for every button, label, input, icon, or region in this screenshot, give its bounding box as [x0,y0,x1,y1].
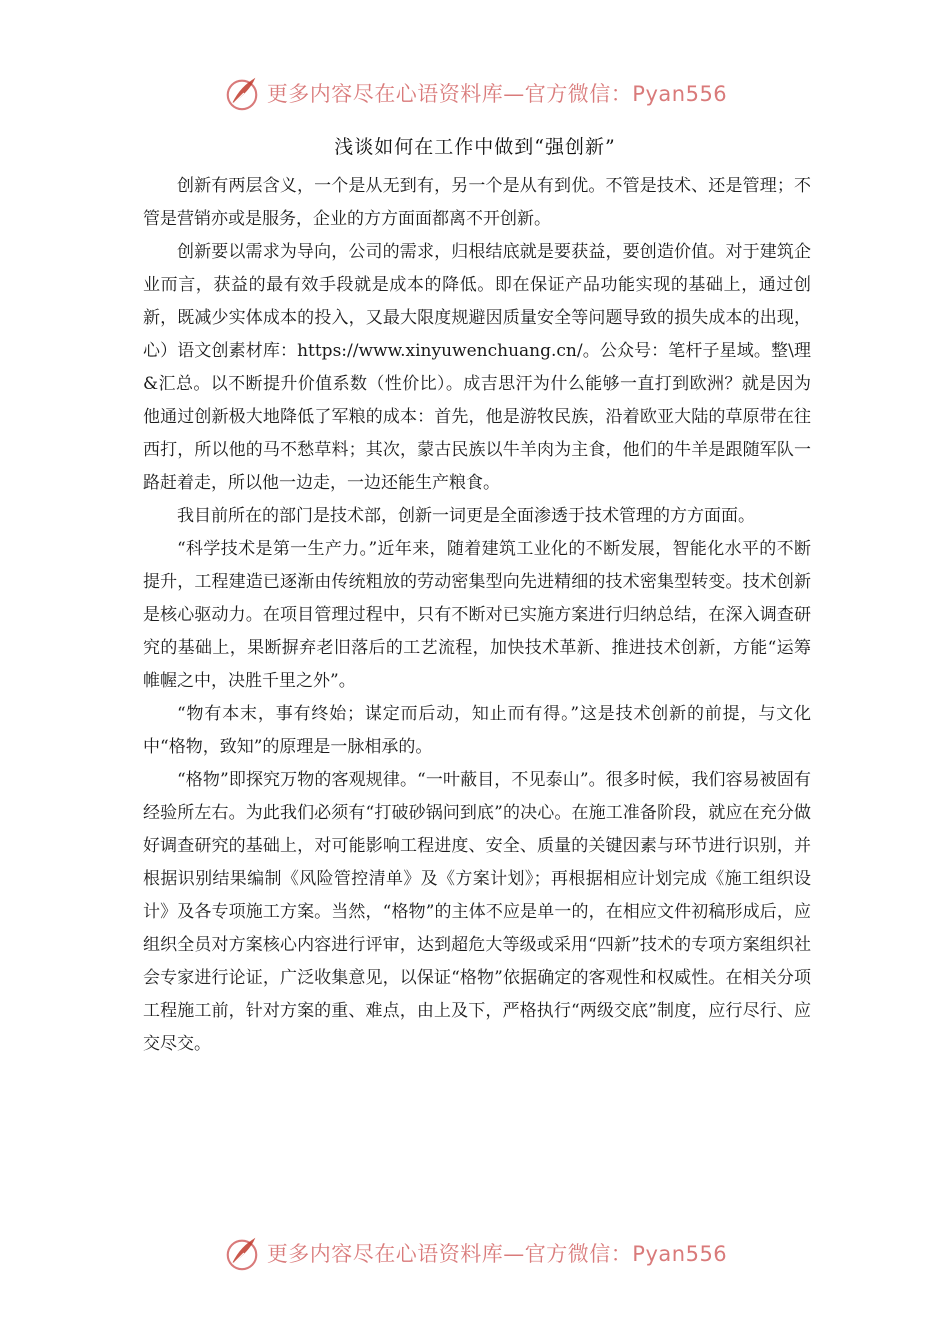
quill-pen-icon [223,74,261,112]
quill-pen-icon [223,1234,261,1272]
paragraph: 创新要以需求为导向，公司的需求，归根结底就是要获益，要创造价值。对于建筑企业而言，获益的最有效手段就是成本的降低。即在保证产品功能实现的基础上，通过创新，既减少实体成本的投入，又最大限度规避因质量安全等问题导致的损失成本的出现，心）语文创素材库：https://www.xinyuwenchuang.cn/。公众号：笔杆子星域。整\理&汇总。以不断提升价值系数（性价比）。成吉思汗为什么能够一直打到欧洲？就是因为他通过创新极大地降低了军粮的成本：首先，他是游牧民族，沿着欧亚大陆的草原带在往西打，所以他的马不愁草料；其次，蒙古民族以牛羊肉为主食，他们的牛羊是跟随军队一路赶着走，所以他一边走，一边还能生产粮食。 [143,242,811,493]
paragraph: 我目前所在的部门是技术部，创新一词更是全面渗透于技术管理的方方面面。 [177,506,755,526]
banner-text: 更多内容尽在心语资料库—官方微信：Pyan556 [266,82,728,106]
banner-text: 更多内容尽在心语资料库—官方微信：Pyan556 [266,1242,728,1266]
document-title: 浅谈如何在工作中做到“强创新” [334,136,616,158]
footer-watermark-banner [0,1234,950,1272]
document-body [143,170,811,1061]
paragraph: “格物”即探究万物的客观规律。“一叶蔽目，不见泰山”。很多时候，我们容易被固有经验所左右。为此我们必须有“打破砂锅问到底”的决心。在施工准备阶段，就应在充分做好调查研究的基础上，对可能影响工程进度、安全、质量的关键因素与环节进行识别，并根据识别结果编制《风险管控清单》及《方案计划》；再根据相应计划完成《施工组织设计》及各专项施工方案。当然，“格物”的主体不应是单一的，在相应文件初稿形成后，应组织全员对方案核心内容进行评审，达到超危大等级或采用“四新”技术的专项方案组织社会专家进行论证，广泛收集意见，以保证“格物”依据确定的客观性和权威性。在相关分项工程施工前，针对方案的重、难点，由上及下，严格执行“两级交底”制度，应行尽行、应交尽交。 [143,770,811,1054]
header-watermark-banner [0,74,950,112]
paragraph: 创新有两层含义，一个是从无到有，另一个是从有到优。不管是技术、还是管理；不管是营销亦或是服务，企业的方方面面都离不开创新。 [143,176,811,229]
paragraph: “科学技术是第一生产力。”近年来，随着建筑工业化的不断发展，智能化水平的不断提升，工程建造已逐渐由传统粗放的劳动密集型向先进精细的技术密集型转变。技术创新是核心驱动力。在项目管理过程中，只有不断对已实施方案进行归纳总结，在深入调查研究的基础上，果断摒弃老旧落后的工艺流程，加快技术革新、推进技术创新，方能“运筹帷幄之中，决胜千里之外”。 [143,539,811,691]
paragraph: “物有本末，事有终始；谋定而后动，知止而有得。”这是技术创新的前提，与文化中“格物，致知”的原理是一脉相承的。 [143,704,811,757]
